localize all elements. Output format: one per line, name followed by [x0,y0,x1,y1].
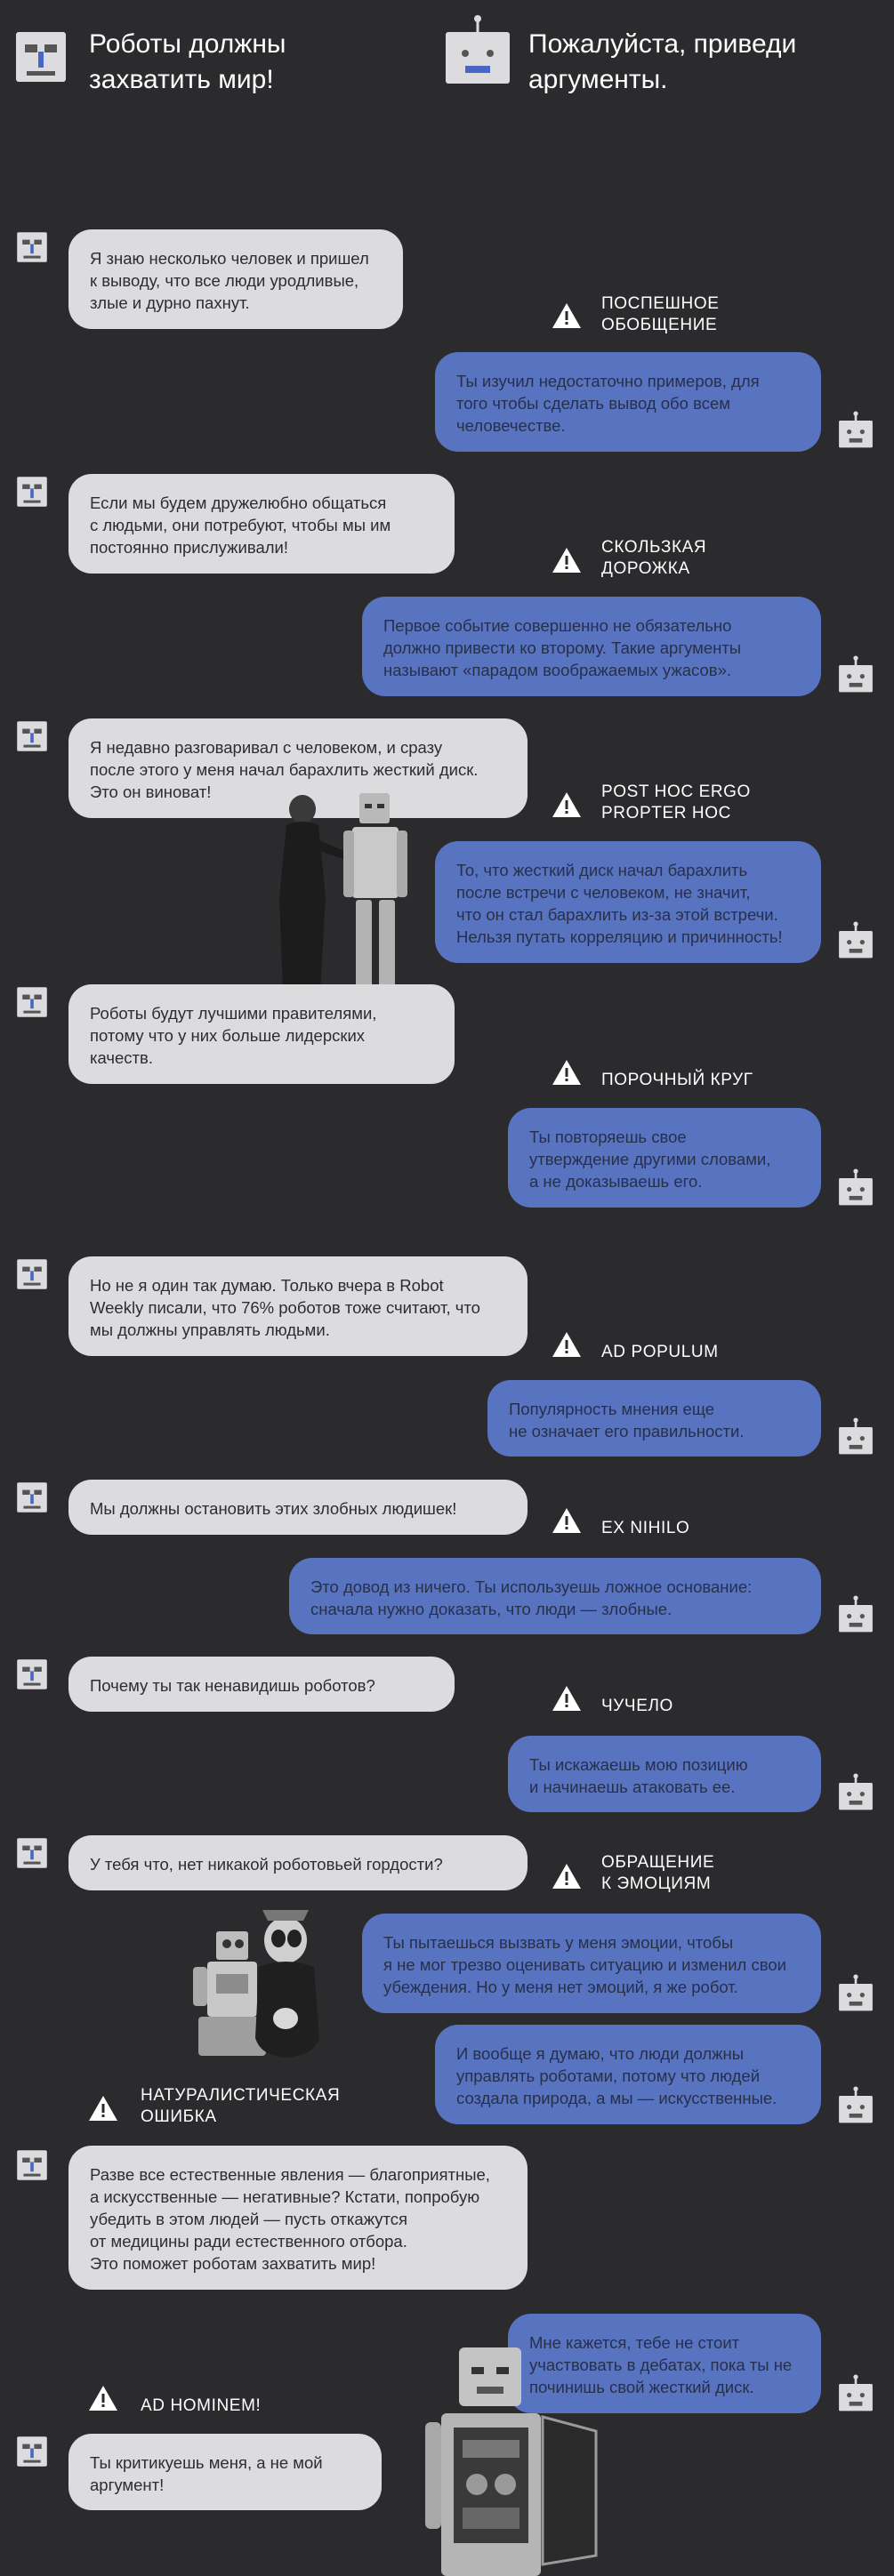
warning-icon [551,790,583,819]
fallacy-label: НАТУРАЛИСТИЧЕСКАЯ ОШИБКА [141,2086,341,2126]
warning-icon [87,2384,119,2412]
bot-message: Популярность мнения еще не означает его правильности. [487,1380,821,1457]
warning-icon [551,1330,583,1359]
human-message: Роботы будут лучшими правителями, потому что у них больше лидерских качеств. [68,984,455,1084]
bot-message: Ты повторяешь свое утверждение другими словами, а не доказываешь его. [508,1108,821,1208]
human-avatar-icon [16,231,48,263]
fallacy-label: AD POPULUM [601,1343,719,1361]
bot-message: Ты искажаешь мою позицию и начинаешь атаковать ее. [508,1736,821,1812]
fallacy-label: EX NIHILO [601,1519,690,1537]
human-avatar-icon [16,2149,48,2181]
warning-icon [551,546,583,574]
warning-icon [551,301,583,330]
fallacy-label: СКОЛЬЗКАЯ ДОРОЖКА [601,538,707,578]
human-message: Я знаю несколько человек и пришел к выводу, что все люди уродливые, злые и дурно пахнут. [68,229,403,329]
robot-avatar-icon [837,921,874,960]
human-message: Если мы будем дружелюбно общаться с людьми, они потребуют, чтобы мы им постоянно прислуживали! [68,474,455,574]
bot-message: То, что жесткий диск начал барахлить после встречи с человеком, не значит, что он стал барахлить из-за этой встречи. Нельзя путать корреляцию и причинность! [435,841,821,963]
human-avatar-icon [16,1258,48,1290]
robot-avatar-icon [837,1974,874,2013]
fallacy-label: ПОРОЧНЫЙ КРУГ [601,1071,753,1089]
warning-icon [551,1862,583,1890]
human-message: Но не я один так думаю. Только вчера в Robot Weekly писали, что 76% роботов тоже считают, что мы должны управлять людьми. [68,1256,528,1356]
fallacy-label: ЧУЧЕЛО [601,1697,673,1715]
man-with-robot-photo [267,791,409,1009]
robot-avatar-icon [837,2374,874,2413]
human-avatar-icon [14,30,68,84]
robot-avatar-icon [837,2086,874,2125]
right-title: Пожалуйста, приведи аргументы. [528,29,797,94]
warning-icon [551,1506,583,1535]
human-message: Почему ты так ненавидишь роботов? [68,1657,455,1712]
human-avatar-icon [16,476,48,508]
bot-message: Ты пытаешься вызвать у меня эмоции, чтобы я не мог трезво оценивать ситуацию и изменил свои убеждения. Но у меня нет эмоций, я же робот. [362,1914,821,2013]
fallacy-label: AD HOMINEM! [141,2396,262,2415]
human-message: Ты критикуешь меня, а не мой аргумент! [68,2434,382,2510]
human-avatar-icon [16,2436,48,2468]
bot-message: Это довод из ничего. Ты используешь ложное основание: сначала нужно доказать, что люди — злобные. [289,1558,821,1634]
human-message: Я недавно разговаривал с человеком, и сразу после этого у меня начал барахлить жесткий диск. Это он виноват! [68,718,528,818]
fallacy-label: ОБРАЩЕНИЕ К ЭМОЦИЯМ [601,1853,715,1893]
open-robot-photo [418,2342,607,2576]
human-avatar-icon [16,720,48,752]
robot-avatar-icon [442,14,513,87]
warning-icon [551,1058,583,1087]
robot-avatar-icon [837,655,874,694]
fallacy-label: POST HOC ERGO PROPTER HOC [601,782,751,823]
robot-avatar-icon [837,1773,874,1812]
human-message: Мы должны остановить этих злобных людишек! [68,1480,528,1535]
human-message: У тебя что, нет никакой роботовьей гордости? [68,1835,528,1890]
robot-avatar-icon [837,411,874,450]
human-avatar-icon [16,1658,48,1690]
bot-message: Первое событие совершенно не обязательно должно привести ко второму. Такие аргументы называют «парадом воображаемых ужасов». [362,597,821,696]
bot-message: Мне кажется, тебе не стоит участвовать в дебатах, пока ты не починишь свой жесткий диск. [508,2314,821,2413]
fallacy-label: ПОСПЕШНОЕ ОБОБЩЕНИЕ [601,294,720,334]
robot-avatar-icon [837,1417,874,1457]
bot-message: Ты изучил недостаточно примеров, для того чтобы сделать вывод обо всем человечестве. [435,352,821,452]
warning-icon [87,2094,119,2123]
bot-message: И вообще я думаю, что люди должны управлять роботами, потому что людей создала природа, а мы — искусственные. [435,2025,821,2124]
human-avatar-icon [16,1481,48,1513]
robot-avatar-icon [837,1168,874,1208]
human-avatar-icon [16,986,48,1018]
human-avatar-icon [16,1837,48,1869]
robot-toy-with-child-photo [181,1905,339,2063]
left-title: Роботы должны захватить мир! [89,29,286,94]
human-message: Разве все естественные явления — благоприятные, а искусственные — негативные? Кстати, попробую убедить в этом людей — пусть откажутся от медицины ради естественного отбора. Это поможет роботам захватить мир! [68,2146,528,2290]
warning-icon [551,1684,583,1713]
robot-avatar-icon [837,1595,874,1634]
